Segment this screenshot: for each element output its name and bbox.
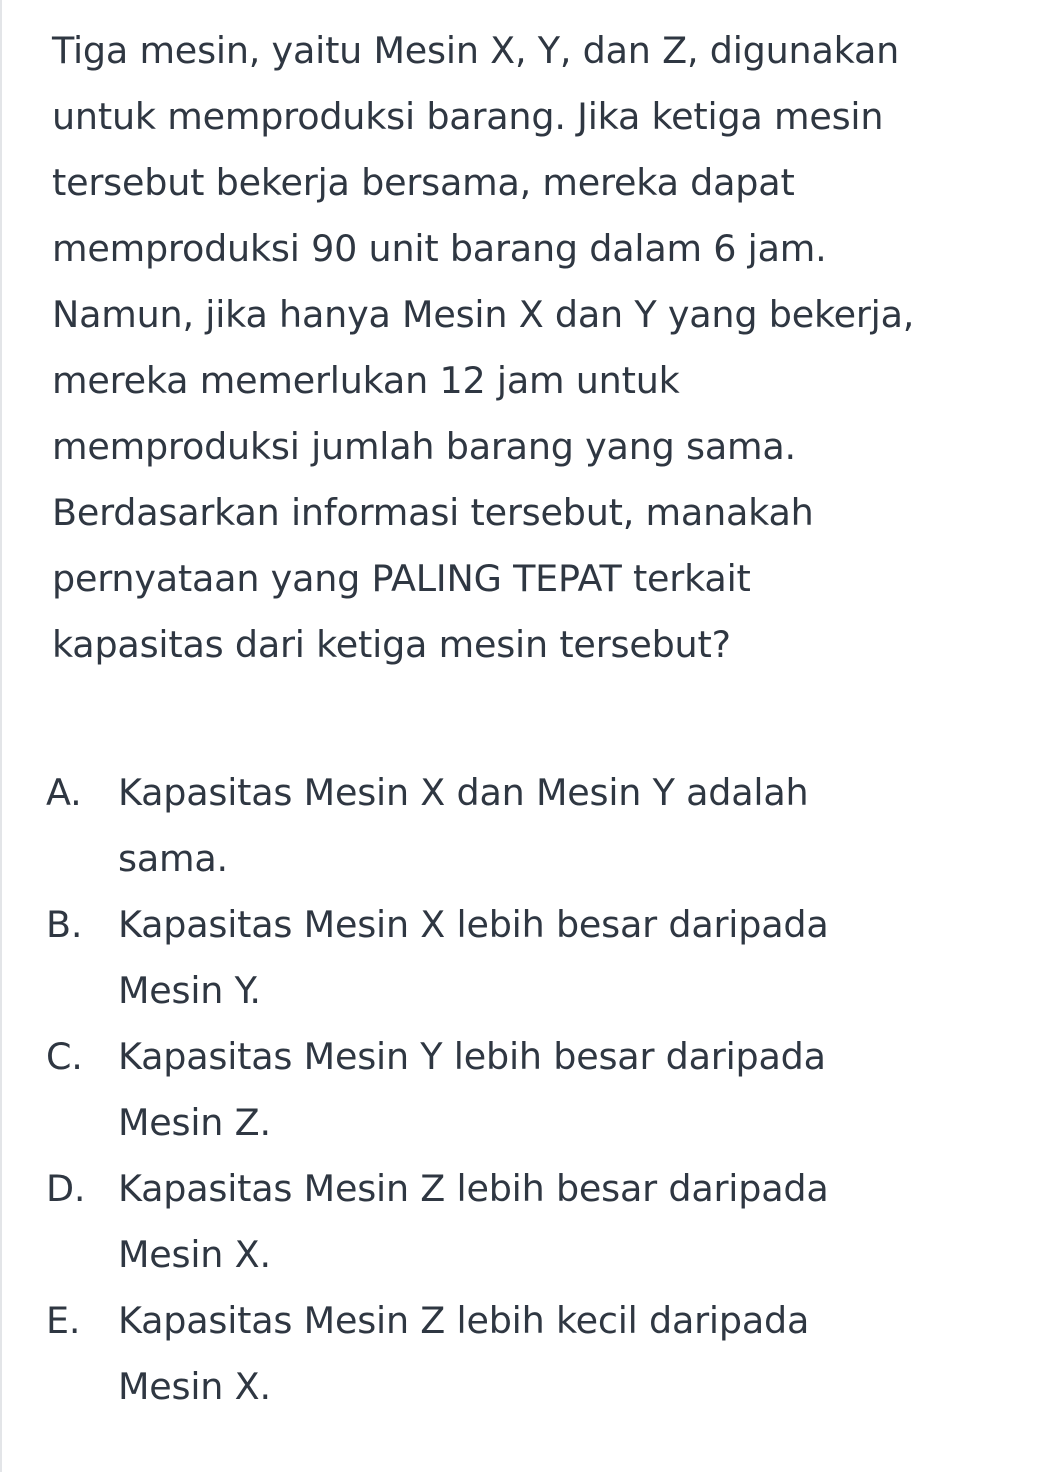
question-line: Berdasarkan informasi tersebut, manakah [52, 491, 814, 534]
option-letter: C. [46, 1035, 83, 1078]
option-text [118, 892, 829, 1024]
question-line: Tiga mesin, yaitu Mesin X, Y, dan Z, digunakan [52, 29, 900, 72]
option-line: sama. [118, 837, 228, 880]
option-e[interactable] [46, 1288, 1036, 1420]
option-line: Mesin X. [118, 1233, 271, 1276]
option-letter: D. [46, 1167, 86, 1210]
question-line: Namun, jika hanya Mesin X dan Y yang bekerja, [52, 293, 915, 336]
question-text [52, 18, 1042, 678]
option-line: Mesin Y. [118, 969, 261, 1012]
question-line: memproduksi jumlah barang yang sama. [52, 425, 796, 468]
option-b[interactable] [46, 892, 1036, 1024]
option-letter: A. [46, 771, 82, 814]
option-c[interactable] [46, 1024, 1036, 1156]
question-line: kapasitas dari ketiga mesin tersebut? [52, 623, 731, 666]
option-line: Mesin Z. [118, 1101, 271, 1144]
option-letter: E. [46, 1299, 81, 1342]
question-line: pernyataan yang PALING TEPAT terkait [52, 557, 751, 600]
option-text [118, 1156, 829, 1288]
question-line: mereka memerlukan 12 jam untuk [52, 359, 680, 402]
page-edge-divider [0, 0, 2, 1472]
option-text [118, 1024, 826, 1156]
option-text [118, 1288, 809, 1420]
option-d[interactable] [46, 1156, 1036, 1288]
option-line: Kapasitas Mesin X dan Mesin Y adalah [118, 771, 809, 814]
option-line: Kapasitas Mesin Z lebih besar daripada [118, 1167, 829, 1210]
option-line: Kapasitas Mesin Z lebih kecil daripada [118, 1299, 810, 1342]
option-line: Kapasitas Mesin Y lebih besar daripada [118, 1035, 826, 1078]
option-text [118, 760, 808, 892]
answer-options [46, 760, 1036, 1420]
option-line: Mesin X. [118, 1365, 271, 1408]
option-letter: B. [46, 903, 83, 946]
question-line: tersebut bekerja bersama, mereka dapat [52, 161, 795, 204]
question-line: memproduksi 90 unit barang dalam 6 jam. [52, 227, 827, 270]
option-line: Kapasitas Mesin X lebih besar daripada [118, 903, 829, 946]
question-line: untuk memproduksi barang. Jika ketiga mesin [52, 95, 884, 138]
option-a[interactable] [46, 760, 1036, 892]
